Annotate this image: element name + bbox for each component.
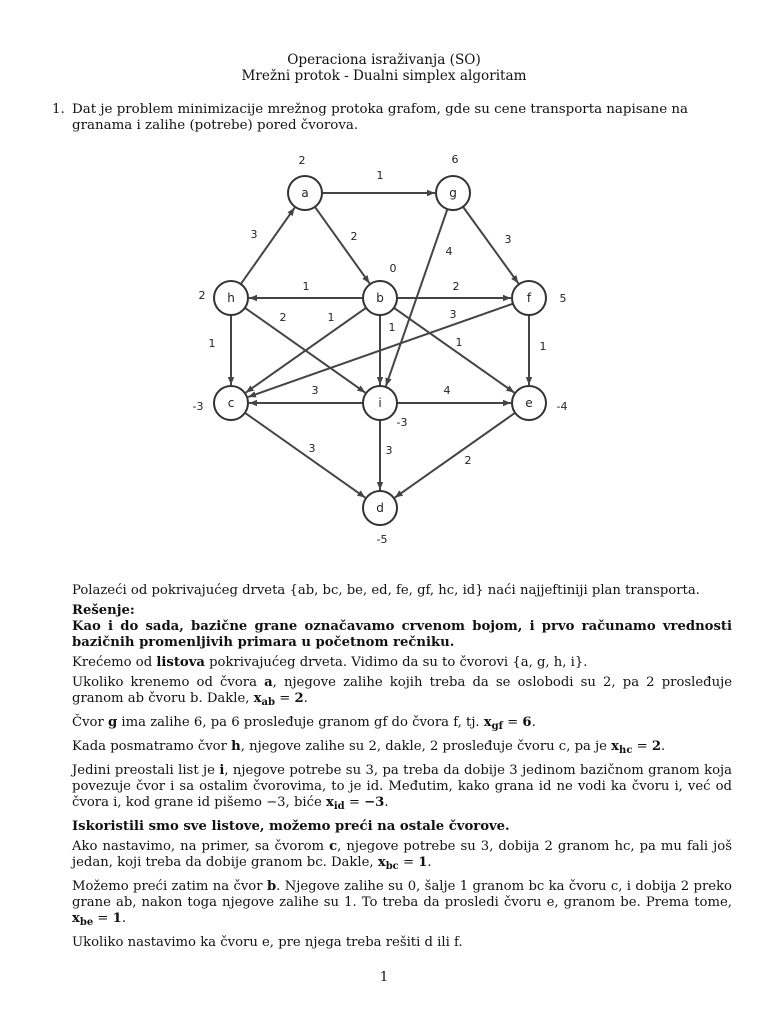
edge-ha (241, 208, 295, 284)
edge-cost-bh: 1 (302, 280, 310, 293)
paragraph-spanning-tree: Polazeći od pokrivajućeg drveta {ab, bc, be, ed, fe, gf, hc, id} naći najjeftiniji plan transporta. (72, 583, 700, 598)
paragraph-node-g: Čvor g ima zalihe 6, pa 6 prosleđuje granom gf do čvora f, tj. $x_{gf} = 6$. (72, 715, 536, 732)
node-label-b: b (376, 291, 384, 305)
node-label-d: d (376, 501, 384, 515)
node-supply-f: 5 (559, 292, 567, 305)
edge-ab (315, 207, 370, 284)
node-supply-g: 6 (451, 153, 459, 166)
edge-cost-ha: 3 (250, 228, 258, 241)
page-header (0, 52, 768, 84)
edge-cost-cd: 3 (308, 442, 316, 455)
paragraph-note: Kao i do sada, bazične grane označavamo crvenom bojom, i prvo računamo vrednosti bazičnih promenljivih primara u početnom rečniku. (72, 619, 732, 650)
edge-cost-ie: 4 (443, 384, 451, 397)
paragraph-node-i: Jedini preostali list je i, njegove potrebe su 3, pa treba da dobije 3 jedinom bazičnom granom koja povezuje čvor i sa ostalim čvorovima, to je id. Međutim, kako grana id ne vodi ka čvoru i, već od čvora i, kod grane id pišemo −3, biće $x_{id} = -3$. (72, 763, 732, 812)
solution-heading: Rešenje: (72, 603, 135, 618)
paragraph-leaves: Krećemo od listova pokrivajućeg drveta. Vidimo da su to čvorovi {a, g, h, i}. (72, 655, 588, 670)
node-c (193, 386, 248, 420)
edge-cost-hi: 2 (279, 311, 287, 324)
node-d (363, 491, 397, 546)
node-a (288, 154, 322, 210)
node-label-h: h (227, 291, 235, 305)
node-f (512, 281, 567, 315)
edge-cost-ic: 3 (311, 384, 319, 397)
edge-cost-fc: 3 (449, 308, 457, 321)
paragraph-node-a: Ukoliko krenemo od čvora a, njegove zalihe kojih treba da se oslobodi su 2, pa 2 prosleđuje granom ab čvoru b. Dakle, $x_{ab} = 2$. (72, 675, 733, 708)
problem-text: Dat je problem minimizacije mrežnog protoka grafom, gde su cene transporta napisane na granama i zalihe (potrebe) pored čvorova. (72, 102, 689, 133)
edge-cost-be: 1 (455, 336, 463, 349)
node-label-f: f (526, 291, 532, 305)
edge-cost-bf: 2 (452, 280, 460, 293)
node-i (363, 386, 407, 429)
node-supply-i: -3 (396, 416, 408, 429)
node-b (363, 262, 397, 315)
network-graph (180, 150, 580, 550)
edge-cost-bi: 1 (388, 321, 396, 334)
node-label-g: g (449, 186, 457, 200)
node-g (436, 153, 470, 210)
edge-cd (245, 413, 365, 498)
node-e (512, 386, 567, 420)
paragraph-node-c: Ako nastavimo, na primer, sa čvorom c, njegove potrebe su 3, dobija 2 granom hc, pa mu fali još jedan, koji treba da dobije granom bc. Dakle, $x_{bc} = 1$. (72, 839, 732, 872)
edge-cost-bc: 1 (327, 311, 335, 324)
node-supply-h: 2 (198, 289, 206, 302)
node-supply-e: -4 (556, 400, 568, 413)
edge-cost-gf: 3 (504, 233, 512, 246)
node-h (199, 281, 249, 315)
node-label-i: i (378, 396, 382, 410)
node-supply-a: 2 (298, 154, 306, 167)
node-label-e: e (525, 396, 533, 410)
document-title: Operaciona israživanja (SO) (287, 52, 481, 68)
edge-cost-ab: 2 (350, 230, 358, 243)
node-supply-b: 0 (389, 262, 397, 275)
node-label-c: c (227, 396, 235, 410)
node-supply-c: -3 (192, 400, 204, 413)
problem-statement (52, 102, 742, 134)
paragraph-leaves-done: Iskoristili smo sve listove, možemo preći na ostale čvorove. (72, 819, 510, 834)
solution-body (72, 583, 732, 955)
node-supply-d: -5 (376, 533, 388, 546)
node-label-a: a (301, 186, 309, 200)
edge-cost-ag: 1 (376, 169, 384, 182)
paragraph-node-e: Ukoliko nastavimo ka čvoru e, pre njega treba rešiti d ili f. (72, 935, 463, 950)
edge-ed (395, 413, 515, 498)
edge-cost-id: 3 (385, 444, 393, 457)
edge-cost-gi: 4 (445, 245, 453, 258)
paragraph-node-b: Možemo preći zatim na čvor b. Njegove zalihe su 0, šalje 1 granom bc ka čvoru c, i dobija 2 preko grane ab, nakon toga njegove zalihe su 1. To treba da prosledi čvoru e, granom be. Prema tome, $x_{be} = 1$. (72, 879, 732, 928)
document-subtitle: Mrežni protok - Dualni simplex algoritam (241, 68, 527, 84)
edge-cost-hc: 1 (208, 337, 216, 350)
edges-layer (209, 169, 547, 498)
edge-cost-fe: 1 (539, 340, 547, 353)
problem-number: 1. (52, 102, 65, 117)
paragraph-node-h: Kada posmatramo čvor h, njegove zalihe su 2, dakle, 2 prosleđuje čvoru c, pa je $x_{hc} = 2$. (72, 739, 666, 756)
page-number: 1 (379, 970, 389, 985)
edge-cost-ed: 2 (464, 454, 472, 467)
